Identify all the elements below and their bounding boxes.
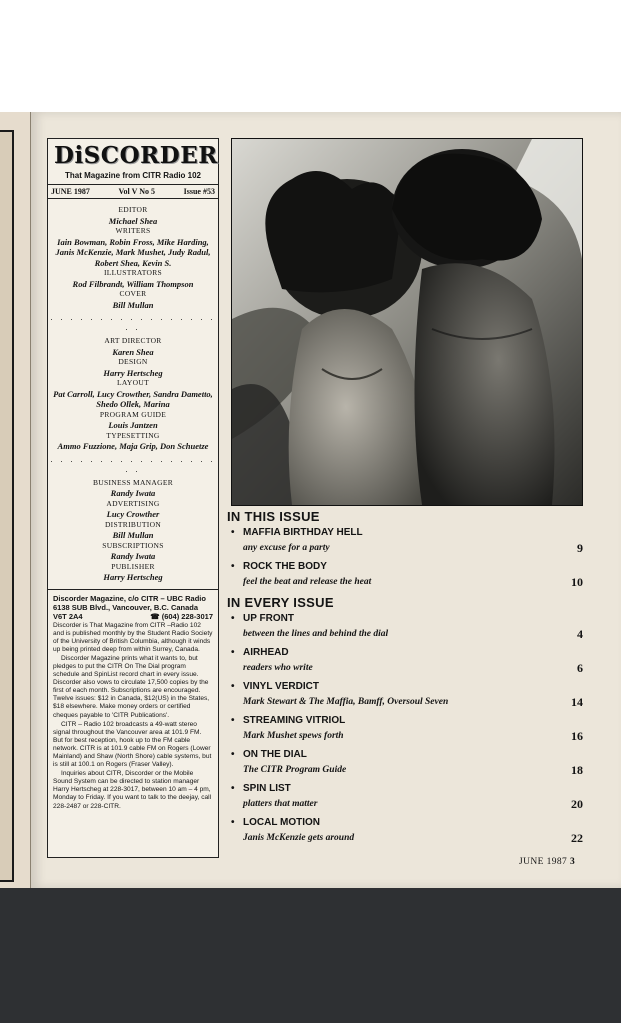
previous-page-border [0,130,14,882]
contents-item[interactable] [227,714,587,748]
credit-names: Lucy Crowther [106,509,160,519]
contents-item-title: LOCAL MOTION [243,817,321,828]
bullet-icon: • [231,527,235,538]
credit-role: COVER [119,289,147,298]
cover-photo-image [232,139,582,505]
contents-item[interactable] [227,526,587,560]
credit-role: ADVERTISING [106,498,160,508]
magazine-page [31,112,621,888]
credit-role: PUBLISHER [111,561,155,571]
contents-item-description: Mark Stewart & The Maffia, Bamff, Oversoul Seven [243,697,449,707]
contents-item-title-row [227,748,587,762]
dotted-divider: . . . . . . . . . . . . . . . . . . . [50,313,216,332]
credit-names: Karen Shea [112,346,154,357]
credit-role: ART DIRECTOR [104,336,162,345]
contents-item-title-row [227,782,587,796]
contents-item-description: Janis McKenzie gets around [243,833,355,843]
contents-item[interactable] [227,646,587,680]
contents-item-title-row [227,816,587,830]
contents-item-description: between the lines and behind the dial [243,629,389,639]
every-issue-list [227,612,587,850]
in-every-issue-heading: IN EVERY ISSUE [227,595,334,610]
scan-background-top [0,0,621,112]
contents-item[interactable] [227,560,587,594]
credits-bottom [48,478,218,583]
bullet-icon: • [231,613,235,624]
contents-item-title: SPIN LIST [243,783,291,794]
address-line-3 [53,612,213,621]
contents-item-description: readers who write [243,663,313,673]
contents-item-title: STREAMING VITRIOL [243,715,346,726]
contents-item-title: AIRHEAD [243,647,289,658]
info-paragraph-2: Discorder Magazine prints what it wants to, but pledges to put the CITR On The Dial program schedule and SpinList record chart in every issue. Discorder also vows to circulate 17,500 copies by the first of each month. Subscriptions are encouraged. Twelve issues: $12 in Canada, $12(US) in the States, $18 elsewhere. Make money orders or certified cheques payable to 'CITR Publications'. [53,654,210,719]
credit-role: BUSINESS MANAGER [92,477,174,487]
in-this-issue-heading: IN THIS ISSUE [227,509,320,524]
contents-item-title-row [227,526,587,540]
contents-item-title-row [227,612,587,626]
contents-item-page: 22 [571,831,583,845]
masthead-tagline: That Magazine from CITR Radio 102 [64,171,202,180]
contents-item[interactable] [227,612,587,646]
contents-item-title-row [227,680,587,694]
contents-item-page: 4 [577,627,583,641]
address-line-1: Discorder Magazine, c/o CITR – UBC Radio [53,593,206,603]
contents-item-page: 20 [571,797,583,811]
contents-item-page: 16 [571,729,583,743]
publication-info [48,589,218,811]
credit-names: Michael Shea [108,215,158,226]
contents-item-title: ON THE DIAL [243,749,307,760]
this-issue-list [227,526,587,594]
bullet-icon: • [231,817,235,828]
previous-page-edge [0,112,32,888]
table-of-contents [227,508,587,850]
issue-dateline [48,184,218,199]
contents-item-title: ROCK THE BODY [243,561,327,572]
contents-item-page: 18 [571,763,583,777]
credit-names: Randy Iwata [110,551,156,561]
contents-item-page: 10 [571,575,583,589]
footer-page-number: 3 [569,857,576,867]
credit-role: TYPESETTING [106,430,160,440]
contents-item-description: The CITR Program Guide [243,765,347,775]
contents-item-page: 9 [577,541,583,555]
contents-item-title-row [227,646,587,660]
footer-date: JUNE 1987 [519,857,568,867]
bullet-icon: • [231,749,235,760]
credit-names: Iain Bowman, Robin Fross, Mike Harding, Janis McKenzie, Mark Mushet, Judy Radul, Robert Shea, Kevin S. [55,236,211,268]
bullet-icon: • [231,681,235,692]
bullet-icon: • [231,647,235,658]
contents-item-title-row [227,714,587,728]
info-paragraph-4: Inquiries about CITR, Discorder or the Mobile Sound System can be directed to station manager Harry Hertscheg at 228-3017, between 10 am – 4 pm, Monday to Friday. If you want to talk to the deejay, call 228-2487 or 228-CITR. [53,770,212,810]
credit-role: DISTRIBUTION [104,519,162,529]
credit-names: Randy Iwata [110,488,156,498]
bullet-icon: • [231,715,235,726]
credit-role: EDITOR [118,205,148,214]
credits-top [48,199,218,310]
credit-names: Louis Jantzen [108,420,158,430]
contents-item-page: 6 [577,661,583,675]
contents-item-title-row [227,560,587,574]
issue-date: JUNE 1987 [51,187,90,196]
contents-item[interactable] [227,816,587,850]
contents-item-title: VINYL VERDICT [243,681,319,692]
credit-names: Harry Hertscheg [103,572,163,582]
contents-item-description: feel the beat and release the heat [243,577,372,587]
dotted-divider: . . . . . . . . . . . . . . . . . . . [50,454,216,474]
credit-role: SUBSCRIPTIONS [102,540,164,550]
credit-names: Bill Mullan [112,299,154,310]
credit-names: Pat Carroll, Lucy Crowther, Sandra Dametto, Shedo Ollek, Marina [53,388,213,409]
credit-role: LAYOUT [117,378,149,387]
credit-role: PROGRAM GUIDE [99,409,167,419]
issue-number: Issue #53 [183,187,215,196]
credits-middle [48,336,218,452]
cover-photo [231,138,583,506]
info-paragraph-1: Discorder is That Magazine from CITR –Radio 102 and is published monthly by the Student Radio Society of the University of British Columbia, although it winds up being printed deep from within Surrey, Canada. [53,621,213,653]
credit-names: Rod Filbrandt, William Thompson [72,278,194,289]
contents-item-description: platters that matter [243,799,318,809]
phone-number: ☎ (604) 228-3017 [150,611,213,621]
contents-item-page: 14 [571,695,583,709]
page-footer [519,857,575,867]
masthead-column [47,138,219,858]
bullet-icon: • [231,561,235,572]
issue-volume: Vol V No 5 [118,187,156,196]
contents-item[interactable] [227,782,587,816]
credit-role: WRITERS [115,226,151,235]
bullet-icon: • [231,783,235,794]
logo-block [54,142,218,180]
contents-item-description: any excuse for a party [243,543,330,553]
contents-item-description: Mark Mushet spews forth [243,731,344,741]
credit-names: Ammo Fuzzione, Maja Grip, Don Schuetze [57,441,209,451]
contents-item[interactable] [227,748,587,782]
address-line-2: 6138 SUB Blvd., Vancouver, B.C. Canada [53,602,199,612]
contents-item-title: UP FRONT [243,613,294,624]
credit-names: Bill Mullan [112,530,154,540]
contents-item[interactable] [227,680,587,714]
credit-role: DESIGN [118,357,148,366]
info-paragraph-3: CITR – Radio 102 broadcasts a 49-watt stereo signal throughout the Vancouver area at 101.9 FM. But for best reception, hook up to the FM cable network. CITR is at 101.9 cable FM on Rogers (Lower Mainland) and Shaw (North Shore) cable systems, but is still at 100.1 on Rogers (Fraser Valley). [53,720,212,769]
scan-background-bottom [0,888,621,1023]
credit-role: ILLUSTRATORS [103,268,163,277]
contents-item-title: MAFFIA BIRTHDAY HELL [243,527,363,538]
discorder-logo: DiSCORDER [54,142,218,169]
credit-names: Harry Hertscheg [103,367,163,378]
postal-code: V6T 2A4 [53,611,83,621]
